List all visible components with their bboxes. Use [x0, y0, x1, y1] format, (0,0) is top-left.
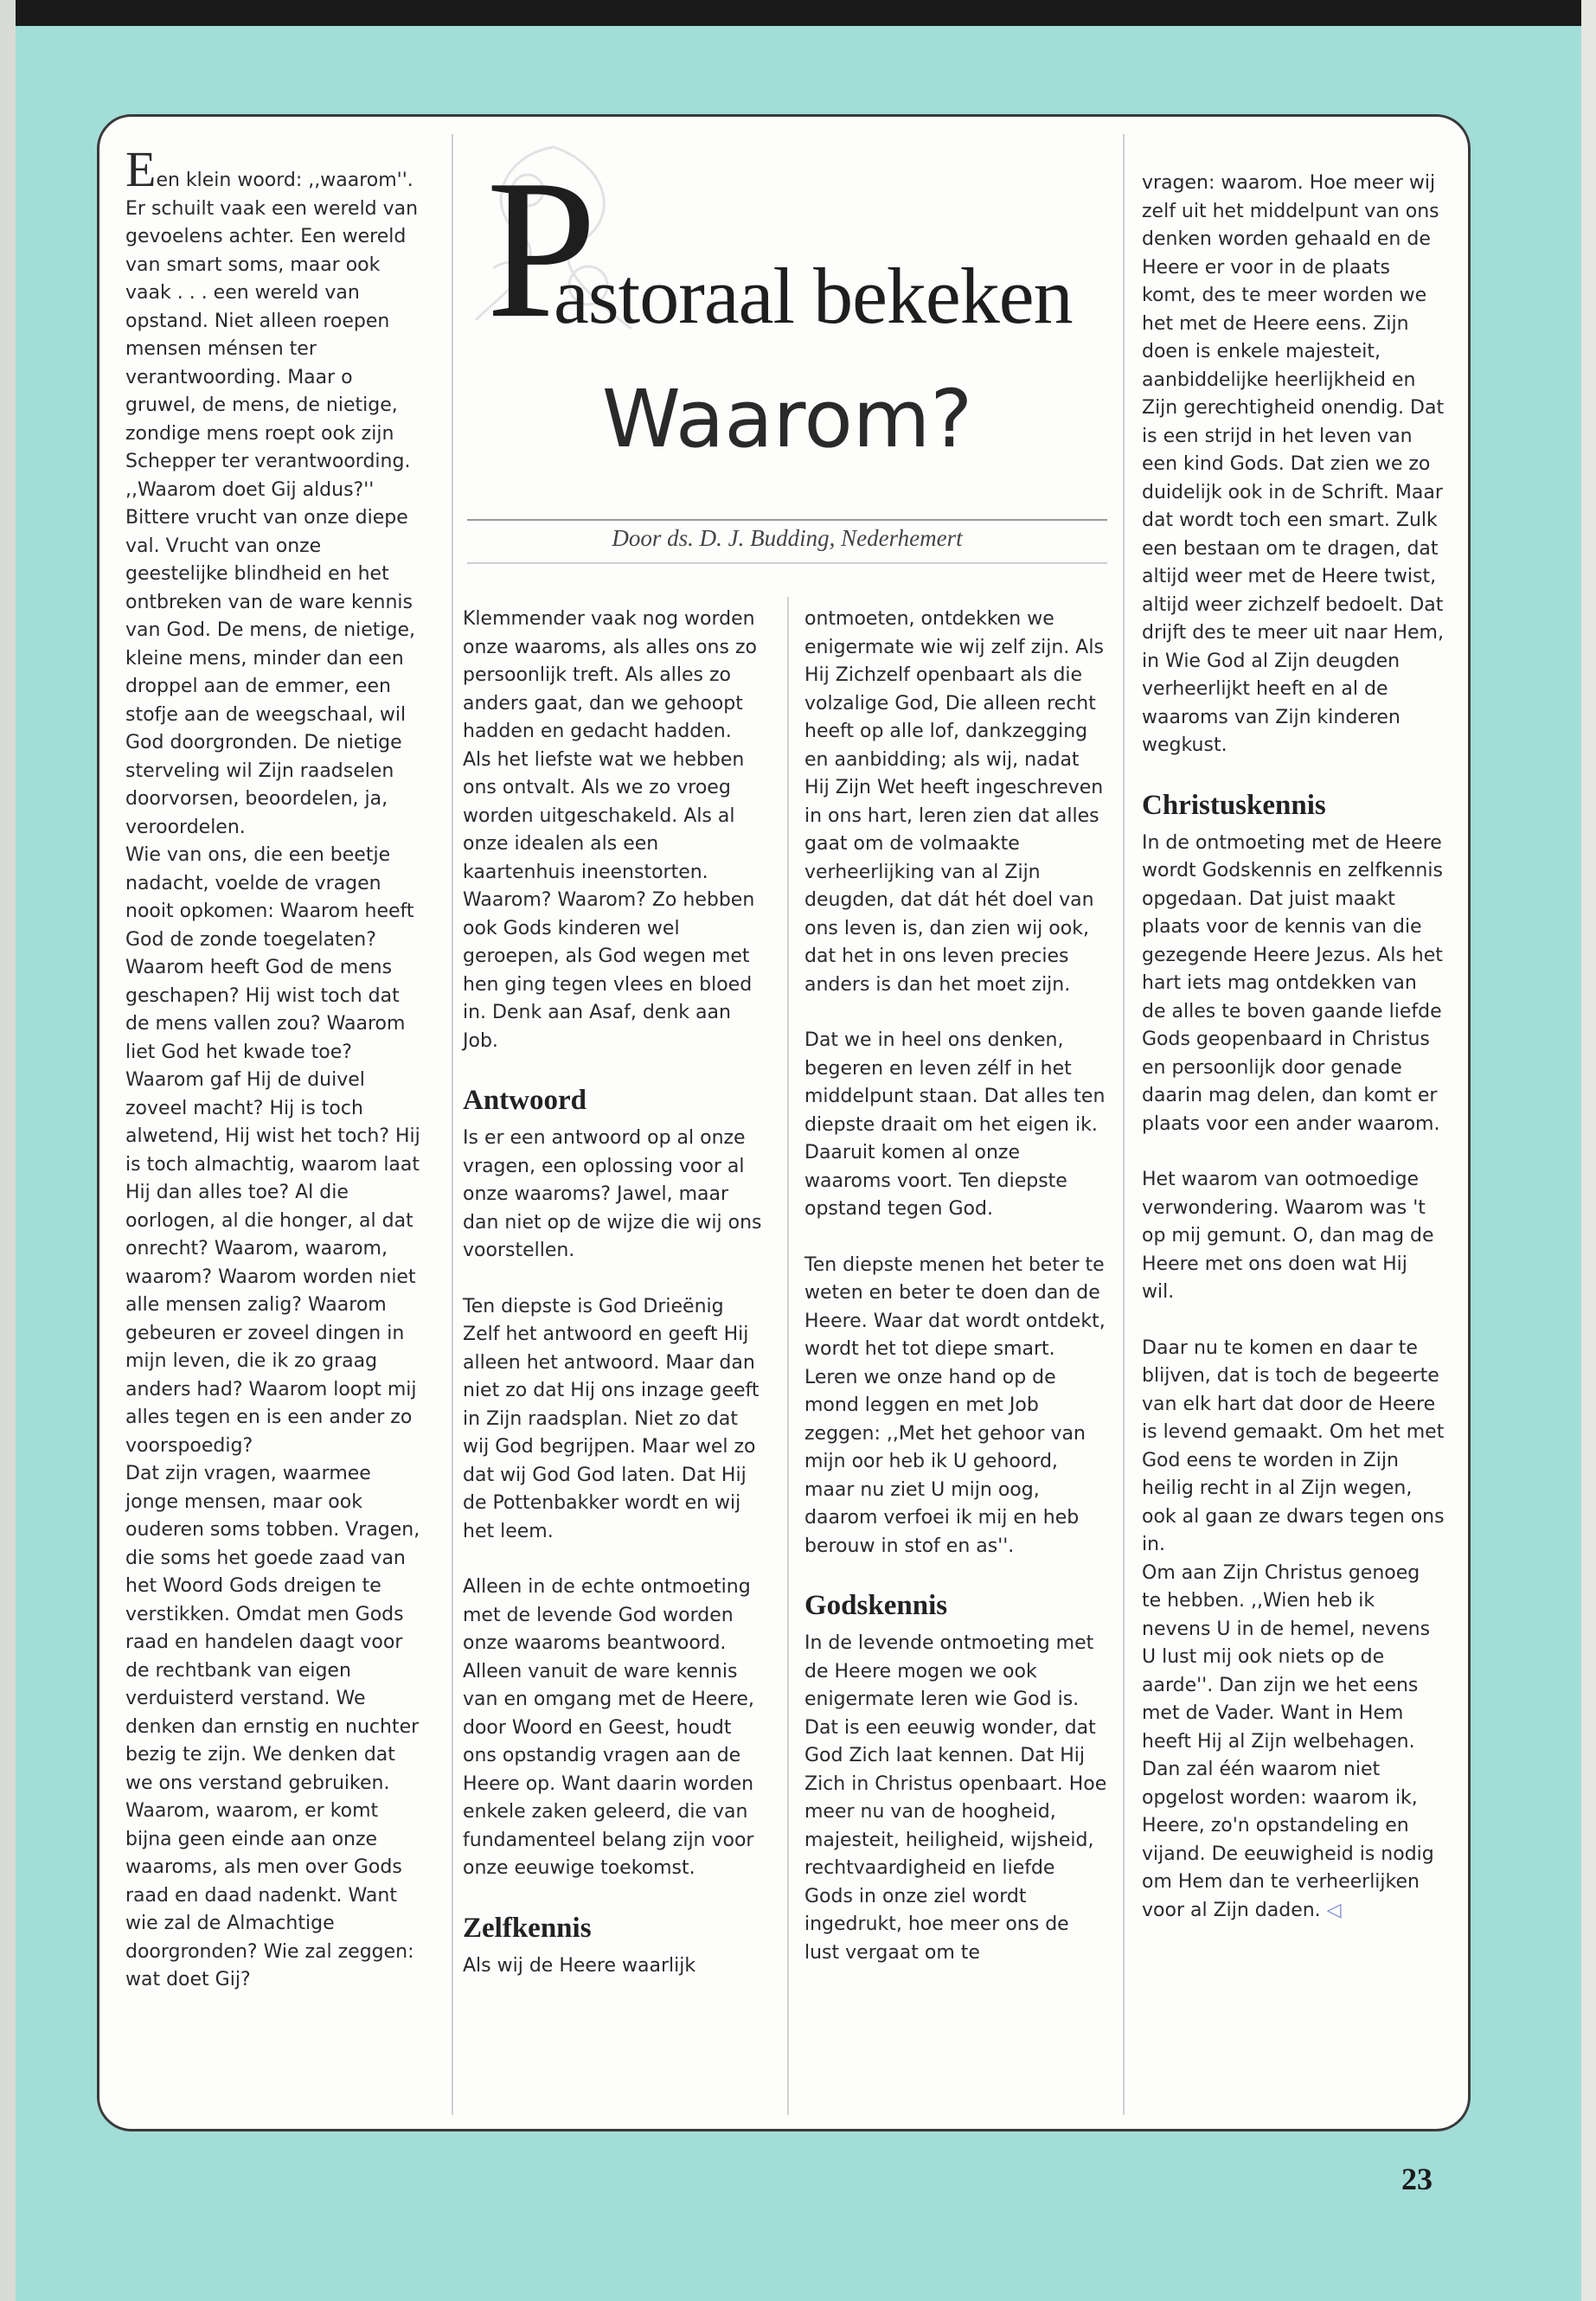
paragraph: vragen: waarom. Hoe meer wij zelf uit het middelpunt van ons denken worden gehaald en de Heere er voor in de plaats komt, des te meer worden we het met de Heere eens. Zijn doen is enkele majesteit, aanbiddelijke heerlijkheid en Zijn gerechtigheid onendig. Dat is een strijd in het leven van een kind Gods. Dat zien we zo duidelijk ook in de Schrift. Maar dat wordt toch een smart. Zulk een bestaan om te dragen, dat altijd weer met de Heere twist, altijd weer zichzelf bedoelt. Dat drijft des te meer uit naar Hem, in Wie God al Zijn deugden verheerlijkt heeft en al de waaroms van Zijn kinderen wegkust.: [1142, 172, 1445, 756]
column-divider-1: [452, 134, 453, 2115]
paragraph: In de levende ontmoeting met de Heere mogen we ook enigermate leren wie God is. Dat is een eeuwig wonder, dat God Zich laat kennen. Dat Hij Zich in Christus openbaart. Hoe meer nu van de hoogheid, majesteit, heiligheid, wijsheid, rechtvaardigheid en liefde Gods in onze ziel wordt ingedrukt, hoe meer ons de lust vergaat om te: [804, 1632, 1107, 1964]
column-divider-2: [787, 597, 789, 2115]
paragraph: Alleen in de echte ontmoeting met de levende God worden onze waaroms beantwoord. Alleen vanuit de ware kennis van en omgang met de Heere, door Woord en Geest, houdt ons opstandig vragen aan de Heere op. Want daarin worden enkele zaken geleerd, die van fundamenteel belang zijn voor onze eeuwige toekomst.: [463, 1576, 754, 1879]
paragraph: Ten diepste menen het beter te weten en beter te doen dan de Heere. Waar dat wordt ontdekt, wordt het tot diepe smart. Leren we onze hand op de mond leggen en met Job zeggen: ,,Met het gehoor van mijn oor heb ik U gehoord, maar nu ziet U mijn oog, daarom verfoei ik mij en heb berouw in stof en as''.: [804, 1253, 1106, 1557]
paragraph: Is er een antwoord op al onze vragen, een oplossing voor al onze waaroms? Jawel, maar dan niet op de wijze die wij ons voorstellen.: [463, 1127, 762, 1261]
column-1: [125, 141, 426, 1995]
page-number: 23: [1401, 2162, 1433, 2196]
byline-rule-top: [467, 519, 1107, 521]
paragraph: Dat we in heel ons denken, begeren en leven zélf in het middelpunt staan. Dat alles ten diepste draait om het eigen ik. Daaruit komen al onze waaroms voort. Ten diepste opstand tegen God.: [804, 1029, 1106, 1220]
paragraph: Ten diepste is God Drieënig Zelf het antwoord en geeft Hij alleen het antwoord. Maar dan niet zo dat Hij ons inzage geeft in Zijn raadsplan. Niet zo dat wij God begrijpen. Maar wel zo dat wij God God laten. Dat Hij de Pottenbakker wordt en wij het leem.: [463, 1295, 760, 1542]
scan-right-edge: [1581, 0, 1596, 2301]
heading-antwoord: Antwoord: [463, 1085, 587, 1116]
article-subtitle: Waarom?: [601, 373, 973, 465]
paragraph: Dat zijn vragen, waarmee jonge mensen, maar ook ouderen soms tobben. Vragen, die soms het goede zaad van het Woord Gods dreigen te verstikken. Omdat men Gods raad en handelen daagt voor de rechtbank van eigen verduisterd verstand. We denken dan ernstig en nuchter bezig te zijn. We denken dat we ons verstand gebruiken. Waarom, waarom, er komt bijna geen einde aan onze waaroms, als men over Gods raad en daad nadenkt. Want wie zal de Almachtige doorgronden? Wie zal zeggen: wat doet Gij?: [125, 1463, 420, 1990]
heading-godskennis: Godskennis: [804, 1590, 948, 1621]
scan-left-edge: [0, 0, 16, 2301]
paragraph: Als wij de Heere waarlijk: [463, 1954, 696, 1977]
paragraph: Een klein woord: ,,waarom''. Er schuilt vaak een wereld van gevoelens achter. Een wereld van smart soms, maar ook vaak . . . een wereld van opstand. Niet alleen roepen mensen ménsen ter verantwoording. Maar o gruwel, de mens, de nietige, zondige mens roept ook zijn Schepper ter verantwoording. ,,Waarom doet Gij aldus?'' Bittere vrucht van onze diepe val. Vrucht van onze geestelijke blindheid en het ontbreken van de ware kennis van God. De mens, de nietige, kleine mens, minder dan een droppel aan de emmer, een stofje aan de weegschaal, wil God doorgronden. De nietige sterveling wil Zijn raadselen doorvorsen, beoordelen, ja, veroordelen.: [125, 141, 419, 838]
article-title: astoraal bekeken: [554, 252, 1073, 340]
drop-cap: E: [125, 141, 157, 197]
heading-christuskennis: Christuskennis: [1142, 789, 1326, 821]
column-divider-3: [1123, 134, 1125, 2115]
paragraph: ontmoeten, ontdekken we enigermate wie wij zelf zijn. Als Hij Zichzelf openbaart als die volzalige God, Die alleen recht heeft op alle lof, dankzegging en aanbidding; als wij, nadat Hij Zijn Wet heeft ingeschreven in ons hart, leren zien dat alles gaat om de volmaakte verheerlijking van al Zijn deugden, dat dát hét doel van ons leven is, dan zien wij ook, dat het in ons leven precies anders is dan het moet zijn.: [804, 608, 1104, 996]
column-3: [804, 606, 1107, 1967]
byline-rule-bottom: [467, 562, 1107, 564]
byline: Door ds. D. J. Budding, Nederhemert: [612, 525, 963, 551]
paragraph: Klemmender vaak nog worden onze waaroms, als alles ons zo persoonlijk treft. Als alles zo anders gaat, dan we gehoopt hadden en gedacht hadden. Als het liefste wat we hebben ons ontvalt. Als we zo vroeg worden uitgeschakeld. Als al onze idealen als een kaartenhuis ineenstorten. Waarom? Waarom? Zo hebben ook Gods kinderen wel geroepen, als God wegen met hen ging tegen vlees en bloed in. Denk aan Asaf, denk aan Job.: [463, 608, 757, 1052]
paragraph: Om aan Zijn Christus genoeg te hebben. ,,Wien heb ik nevens U in de hemel, nevens U lust mij ook niets op de aarde''. Dan zijn we het eens met de Vader. Want in Hem heeft Hij al Zijn welbehagen. Dan zal één waarom niet opgelost worden: waarom ik, Heere, zo'n opstandeling en vijand. De eeuwigheid is nodig om Hem dan te verheerlijken voor al Zijn daden. ◁: [1142, 1560, 1445, 1926]
paragraph: In de ontmoeting met de Heere wordt Godskennis en zelfkennis opgedaan. Dat juist maakt plaats voor de kennis van die gezegende Heere Jezus. Als het hart iets mag ontdekken van de alles te boven gaande liefde Gods geopenbaard in Christus en persoonlijk door genade daarin mag delen, dan komt er plaats voor een ander waarom.: [1142, 831, 1443, 1135]
paragraph: Het waarom van ootmoedige verwondering. Waarom was 't op mij gemunt. O, dan mag de Heere met ons doen wat Hij wil.: [1142, 1169, 1434, 1303]
title-initial: P: [486, 138, 597, 359]
heading-zelfkennis: Zelfkennis: [463, 1912, 592, 1944]
column-2: [463, 606, 766, 1980]
paragraph: Wie van ons, die een beetje nadacht, voelde de vragen nooit opkomen: Waarom heeft God de zonde toegelaten? Waarom heeft God de mens geschapen? Hij wist toch dat de mens vallen zou? Waarom liet God het kwade toe? Waarom gaf Hij de duivel zoveel macht? Hij is toch alwetend, Hij wist het toch? Hij is toch almachtig, waarom laat Hij dan alles toe? Al die oorlogen, al die honger, al dat onrecht? Waarom, waarom, waarom? Waarom worden niet alle mensen zalig? Waarom gebeuren er zoveel dingen in mijn leven, die ik zo graag anders had? Waarom loopt mij alles tegen en is een ander zo voorspoedig?: [125, 844, 420, 1457]
column-4: [1142, 170, 1445, 1925]
end-mark-icon: ◁: [1326, 1899, 1342, 1921]
scan-top-edge: [0, 0, 1596, 26]
paragraph: Daar nu te komen en daar te blijven, dat is toch de begeerte van elk hart dat door de Heere is levend gemaakt. Om het met God eens te worden in Zijn heilig recht in al Zijn wegen, ook al gaan ze dwars tegen ons in.: [1142, 1336, 1445, 1555]
